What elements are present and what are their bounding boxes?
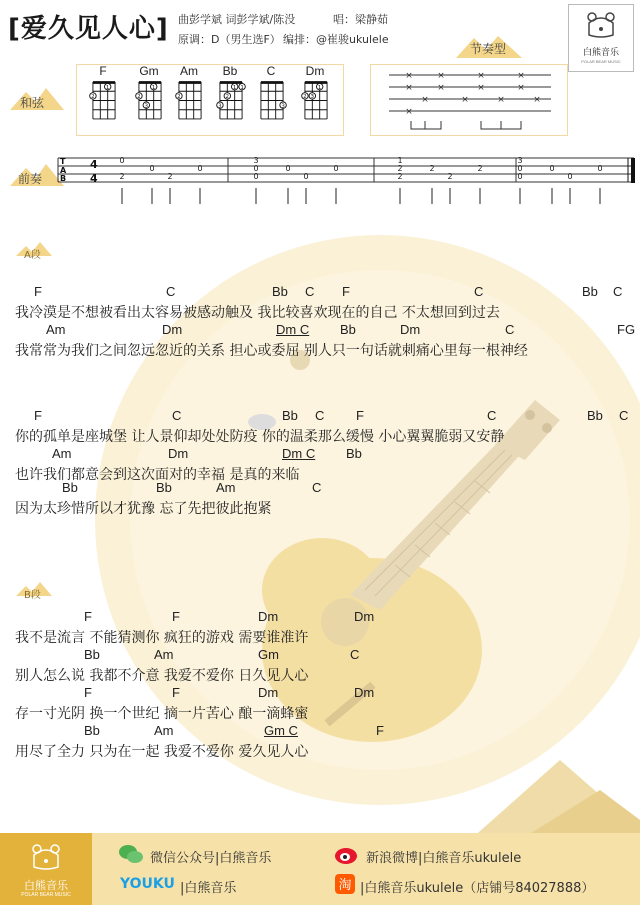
chord-name: Am [180,64,198,78]
chord-symbol: FG [617,322,636,337]
chord-symbol: Bb [340,322,356,337]
svg-text:淘: 淘 [338,878,352,893]
svg-text:1: 1 [240,84,244,91]
svg-text:3: 3 [310,94,315,101]
svg-text:0: 0 [285,164,291,173]
svg-text:×: × [477,83,485,93]
wechat-account-link[interactable]: 微信公众号|白熊音乐 [150,851,272,866]
svg-text:2: 2 [225,94,230,101]
svg-text:0: 0 [517,164,523,173]
singer-credit: 唱：梁静茹 [333,13,388,26]
svg-text:2: 2 [477,164,483,173]
svg-text:2: 2 [447,172,453,181]
chord-symbol: F [84,609,92,624]
svg-text:1: 1 [105,84,110,91]
chords-label: 和弦 [20,96,45,110]
chord-fingering-grid [304,80,328,121]
chord-fingering-grid [92,80,116,121]
svg-text:×: × [477,71,485,81]
footer-logo-subtitle: POLAR BEAR MUSIC [21,892,71,898]
svg-text:×: × [517,71,525,81]
chord-diagram-dm [300,66,330,124]
chord-symbol: F [34,408,42,423]
chord-symbol: Dm [168,446,189,461]
lyric-line: 存一寸光阴 换一个世纪 摘一片苦心 酿一滴蜂蜜 [15,706,309,722]
chord-symbol: Am [46,322,66,337]
svg-text:×: × [517,83,525,93]
svg-text:×: × [421,95,429,105]
svg-text:3: 3 [144,103,149,110]
song-title: [爱久见人心] [8,14,169,44]
logo-name: 白熊音乐 [582,48,619,58]
youku-logo: YOUKU [120,876,175,892]
chord-symbol: Dm [354,609,375,624]
svg-text:×: × [437,83,445,93]
section-b-label: B段 [24,590,41,601]
svg-text:×: × [461,95,469,105]
arranger-credit: 编排：@崔骏ukulele [283,33,389,46]
svg-text:2: 2 [397,164,403,173]
svg-text:1: 1 [317,84,322,91]
key-info: 原调：D（男生选F） [178,33,281,46]
chord-symbol: Bb [346,446,362,461]
weibo-account-link[interactable]: 新浪微博|白熊音乐ukulele [366,851,522,866]
lyric-line: 用尽了全力 只为在一起 我爱不爱你 爱久见人心 [15,744,309,760]
svg-text:1: 1 [232,84,237,91]
wechat-icon [118,843,144,865]
svg-text:×: × [405,83,413,93]
intro-tablature [56,154,640,210]
footer-logo-name: 白熊音乐 [24,879,68,892]
svg-text:2: 2 [137,94,141,101]
lyric-line: 你的孤单是座城堡 让人景仰却处处防疫 你的温柔那么缓慢 小心翼翼脆弱又安静 [15,429,505,445]
chord-symbol: C [487,408,497,423]
svg-text:×: × [405,107,413,117]
lyric-line: 也许我们都意会到这次面对的幸福 是真的来临 [15,467,300,483]
svg-text:×: × [405,71,413,81]
svg-text:0: 0 [549,164,555,173]
chord-name: Dm [305,64,325,78]
chord-symbol: C [613,284,623,299]
svg-text:0: 0 [119,156,125,165]
chord-symbol: C [305,284,315,299]
svg-text:2: 2 [91,94,95,101]
svg-text:2: 2 [397,172,403,181]
rhythm-pattern [371,65,567,135]
svg-text:0: 0 [303,172,309,181]
youku-account-link[interactable]: |白熊音乐 [180,881,237,896]
svg-text:3: 3 [218,103,222,110]
chord-fingering-grid [260,80,284,121]
chord-diagram-c [256,66,286,124]
chord-symbol: C [505,322,515,337]
svg-text:1: 1 [397,156,403,165]
chord-symbol: C [619,408,629,423]
svg-text:2: 2 [167,172,173,181]
chord-symbol: Dm C [282,446,316,461]
chord-symbol: Gm C [264,723,298,738]
weibo-icon [334,843,360,865]
chord-symbol: F [84,685,92,700]
svg-text:0: 0 [253,164,259,173]
chord-symbol: C [166,284,176,299]
chord-name: Gm [139,64,159,78]
svg-text:B: B [60,174,67,183]
chord-diagram-bb [215,66,245,124]
intro-label: 前奏 [18,172,43,186]
lyric-line: 我冷漠是不想被看出太容易被感动触及 我比较喜欢现在的自己 不太想回到过去 [15,305,500,321]
polar-bear-icon [30,843,62,871]
chord-symbol: Dm [354,685,375,700]
chord-symbol: F [172,685,180,700]
composer-credit: 曲彭学斌 词彭学斌/陈没 [178,13,296,26]
chord-symbol: Dm [258,685,279,700]
chord-symbol: Am [216,480,236,495]
chord-symbol: Dm C [276,322,310,337]
svg-text:0: 0 [253,172,259,181]
chord-symbol: Dm [258,609,279,624]
chord-symbol: Bb [156,480,172,495]
chord-symbol: Dm [400,322,421,337]
tab-clef-t: T [60,157,66,166]
section-a-label: A段 [24,250,41,261]
chord-symbol: Am [52,446,72,461]
chord-name: F [99,64,107,78]
logo-subtitle: POLAR BEAR MUSIC [581,59,621,64]
chord-symbol: F [356,408,364,423]
svg-text:0: 0 [149,164,155,173]
chord-symbol: C [315,408,325,423]
chord-symbol: Bb [62,480,78,495]
chord-symbol: C [350,647,360,662]
chord-symbol: F [376,723,384,738]
svg-text:0: 0 [567,172,573,181]
polar-bear-icon [585,11,617,39]
chord-symbol: Dm [162,322,183,337]
chord-diagram-am [174,66,204,124]
footer-logo [0,833,92,905]
chord-diagram-gm [134,66,164,124]
chord-symbol: Bb [282,408,298,423]
svg-text:2: 2 [303,94,307,101]
chord-symbol: Bb [84,647,100,662]
chord-symbol: Am [154,723,174,738]
chord-symbol: F [172,609,180,624]
chord-symbol: Bb [272,284,288,299]
svg-text:×: × [533,95,541,105]
svg-text:0: 0 [517,172,523,181]
lyric-line: 别人怎么说 我都不介意 我爱不爱你 日久见人心 [15,668,309,684]
lyric-line: 我常常为我们之间忽远忽近的关系 担心或委屈 别人只一句话就刺痛心里每一根神经 [15,343,528,359]
taobao-shop-link[interactable]: |白熊音乐ukulele（店铺号84027888） [360,881,595,896]
lyric-line: 我不是流言 不能猜测你 疯狂的游戏 需要谁准许 [15,630,309,646]
chord-name: Bb [222,64,238,78]
brand-logo [568,4,634,72]
chord-symbol: F [34,284,42,299]
taobao-icon [334,873,356,895]
chord-symbol: C [172,408,182,423]
svg-text:3: 3 [517,156,523,165]
chord-symbol: Bb [84,723,100,738]
rhythm-pattern-panel [370,64,568,136]
rhythm-label: 节奏型 [470,42,507,56]
chord-symbol: Bb [582,284,598,299]
svg-text:3: 3 [253,156,259,165]
svg-text:A: A [60,166,67,175]
chord-fingering-grid [178,80,202,121]
chord-fingering-grid [219,80,243,121]
svg-text:0: 0 [333,164,339,173]
chord-fingering-grid [138,80,162,121]
chord-diagram-f [88,66,118,124]
time-signature-top: 4 [90,158,98,171]
chord-symbol: F [342,284,350,299]
time-signature-bottom: 4 [90,172,98,185]
svg-text:2: 2 [119,172,125,181]
footer-bar [0,833,640,905]
chord-symbol: Bb [587,408,603,423]
svg-text:×: × [437,71,445,81]
lyric-line: 因为太珍惜所以才犹豫 忘了先把彼此抱紧 [15,501,272,517]
chord-symbol: C [312,480,322,495]
svg-text:0: 0 [597,164,603,173]
svg-text:1: 1 [151,84,156,91]
svg-text:2: 2 [429,164,435,173]
chord-symbol: Am [154,647,174,662]
svg-text:0: 0 [197,164,203,173]
svg-text:2: 2 [177,94,181,101]
chord-name: C [266,64,276,78]
svg-text:×: × [497,95,505,105]
chord-symbol: C [474,284,484,299]
svg-text:3: 3 [281,103,285,110]
chord-symbol: Gm [258,647,279,662]
